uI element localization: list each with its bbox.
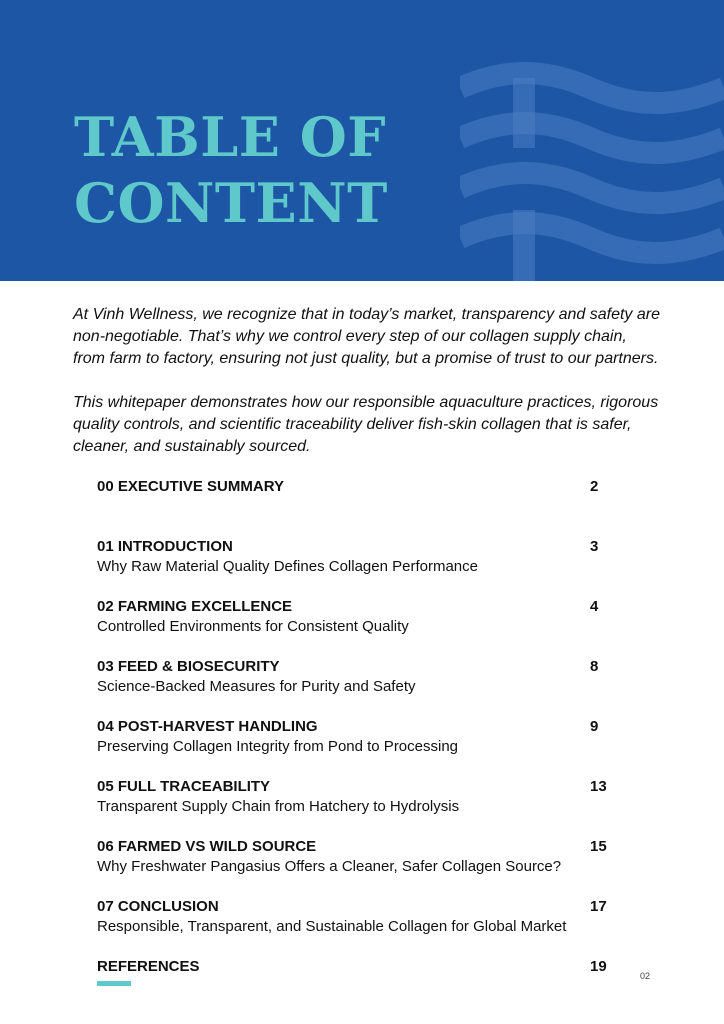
page-number: 02 <box>640 971 651 981</box>
toc-item-post-harvest-handling[interactable] <box>97 717 617 777</box>
toc-page-number: 8 <box>590 658 599 675</box>
footer-accent-bar <box>97 981 131 986</box>
toc-item-feed-biosecurity[interactable] <box>97 657 617 717</box>
toc-heading: 06 FARMED VS WILD SOURCE <box>97 838 317 855</box>
toc-item-farmed-vs-wild[interactable] <box>97 837 617 897</box>
toc-page-number: 3 <box>590 538 599 555</box>
toc-subtitle: Science-Backed Measures for Purity and Safety <box>97 678 416 695</box>
toc-heading: 01 INTRODUCTION <box>97 538 233 555</box>
toc-item-full-traceability[interactable] <box>97 777 617 837</box>
toc-page-number: 17 <box>590 898 607 915</box>
toc-subtitle: Why Freshwater Pangasius Offers a Cleaner, Safer Collagen Source? <box>97 858 562 875</box>
table-of-contents <box>97 477 617 1017</box>
title-line-1: TABLE OF <box>74 105 387 169</box>
title-line-2: CONTENT <box>74 171 388 235</box>
toc-subtitle: Why Raw Material Quality Defines Collagen Performance <box>97 558 478 575</box>
toc-item-references[interactable] <box>97 957 617 1017</box>
toc-page-number: 2 <box>590 478 599 495</box>
page-title <box>74 104 388 236</box>
toc-heading: REFERENCES <box>97 958 200 975</box>
toc-heading: 07 CONCLUSION <box>97 898 219 915</box>
intro-paragraph-2: This whitepaper demonstrates how our responsible aquaculture practices, rigorous quality controls, and scientific traceability deliver fish-skin collagen that is safer, cleaner, and sustainably sourced. <box>73 394 659 455</box>
toc-item-executive-summary[interactable] <box>97 477 617 537</box>
toc-page-number: 15 <box>590 838 607 855</box>
toc-heading: 05 FULL TRACEABILITY <box>97 778 271 795</box>
intro-paragraph-1: At Vinh Wellness, we recognize that in today’s market, transparency and safety are non-negotiable. That’s why we control every step of our collagen supply chain, from farm to factory, ensuring not just quality, but a promise of trust to our partners. <box>73 306 660 367</box>
toc-page-number: 4 <box>590 598 599 615</box>
toc-subtitle: Transparent Supply Chain from Hatchery to Hydrolysis <box>97 798 460 815</box>
toc-item-farming-excellence[interactable] <box>97 597 617 657</box>
toc-item-introduction[interactable] <box>97 537 617 597</box>
wave-logo-graphic <box>460 60 724 281</box>
toc-heading: 04 POST-HARVEST HANDLING <box>97 718 318 735</box>
header-banner <box>0 0 724 281</box>
toc-heading: 02 FARMING EXCELLENCE <box>97 598 293 615</box>
intro-text <box>73 304 663 480</box>
toc-subtitle: Preserving Collagen Integrity from Pond to Processing <box>97 738 459 755</box>
toc-subtitle: Responsible, Transparent, and Sustainable Collagen for Global Market <box>97 918 567 935</box>
toc-page-number: 13 <box>590 778 607 795</box>
toc-item-conclusion[interactable] <box>97 897 617 957</box>
toc-heading: 03 FEED & BIOSECURITY <box>97 658 280 675</box>
toc-subtitle: Controlled Environments for Consistent Quality <box>97 618 409 635</box>
toc-page-number: 9 <box>590 718 599 735</box>
toc-heading: 00 EXECUTIVE SUMMARY <box>97 478 284 495</box>
toc-page-number: 19 <box>590 958 607 975</box>
